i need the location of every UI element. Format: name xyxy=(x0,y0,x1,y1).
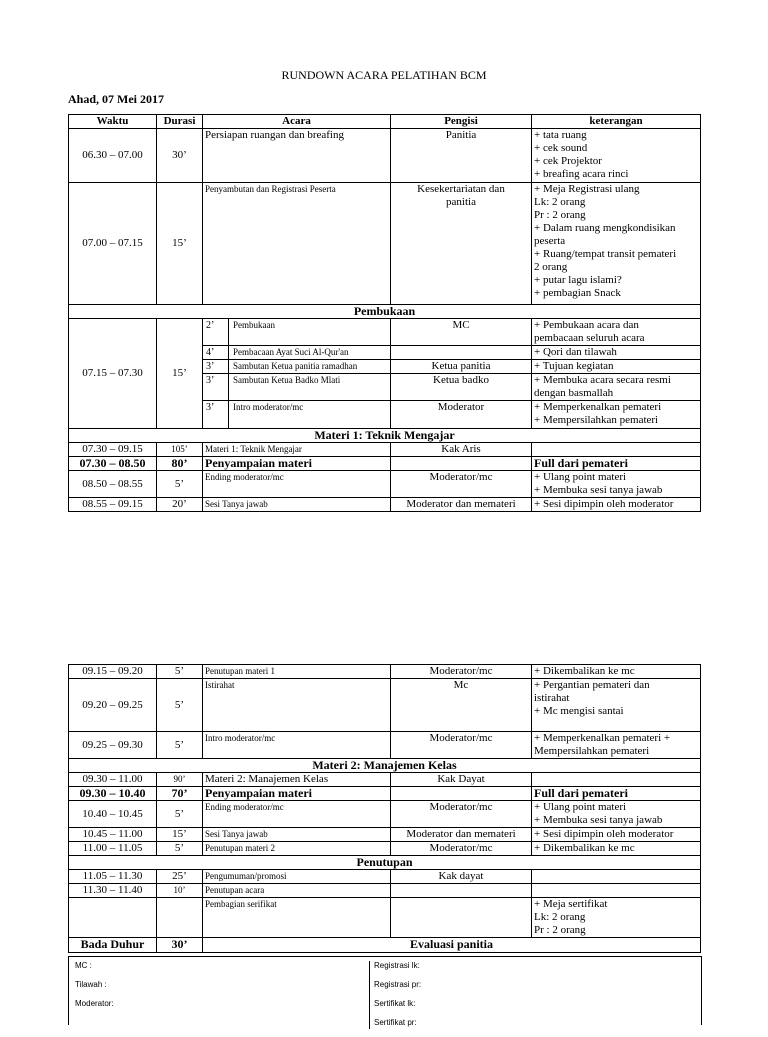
table-row xyxy=(69,801,701,828)
cell-waktu: 09.30 – 11.00 xyxy=(69,773,157,787)
cell-pengisi: Moderator dan memateri xyxy=(391,498,532,512)
cell-keterangan: Full dari pemateri xyxy=(532,457,701,471)
cell-keterangan xyxy=(532,884,701,898)
cell-durasi: 15’ xyxy=(157,319,203,429)
table-row xyxy=(69,498,701,512)
rundown-table-part1 xyxy=(68,114,701,512)
cell-waktu: 09.15 – 09.20 xyxy=(69,665,157,679)
cell-durasi: 30’ xyxy=(157,129,203,183)
header-acara: Acara xyxy=(203,115,391,129)
cell-acara: Penutupan acara xyxy=(203,884,391,898)
cell-durasi: 5’ xyxy=(157,679,203,732)
cell-durasi: 80’ xyxy=(157,457,203,471)
cell-waktu: 10.45 – 11.00 xyxy=(69,828,157,842)
cell-keterangan: + Dikembalikan ke mc xyxy=(532,842,701,856)
cell-pengisi: Kak Dayat xyxy=(391,773,532,787)
cell-waktu: 09.25 – 09.30 xyxy=(69,732,157,759)
header-waktu: Waktu xyxy=(69,115,157,129)
cell-keterangan: + Ulang point materi + Membuka sesi tanya jawab xyxy=(532,801,701,828)
table-row xyxy=(69,732,701,759)
footer-sertifikat-pr: Sertifikat pr: xyxy=(374,1018,417,1027)
cell-keterangan: Full dari pemateri xyxy=(532,787,701,801)
cell-keterangan: + Ulang point materi + Membuka sesi tanya jawab xyxy=(532,471,701,498)
section-header xyxy=(69,305,701,319)
cell-pengisi xyxy=(391,457,532,471)
cell-pengisi: Moderator/mc xyxy=(391,665,532,679)
cell-durasi: 25’ xyxy=(157,870,203,884)
cell-waktu: 07.00 – 07.15 xyxy=(69,183,157,305)
cell-keterangan: + Meja sertifikat Lk: 2 orang Pr : 2 orang xyxy=(532,898,701,938)
cell-pengisi: Kak dayat xyxy=(391,870,532,884)
cell-waktu xyxy=(69,898,157,938)
cell-acara: Penutupan materi 1 xyxy=(203,665,391,679)
cell-durasi: 20’ xyxy=(157,498,203,512)
cell-acara: Penyampaian materi xyxy=(203,457,391,471)
cell-waktu: 11.05 – 11.30 xyxy=(69,870,157,884)
cell-pengisi: Kesekertariatan dan panitia xyxy=(391,183,532,305)
cell-keterangan: + Dikembalikan ke mc xyxy=(532,665,701,679)
cell-keterangan: + Memperkenalkan pemateri + Mempersilahkan pemateri xyxy=(532,732,701,759)
cell-durasi: 10’ xyxy=(157,884,203,898)
section-materi1: Materi 1: Teknik Mengajar xyxy=(69,429,701,443)
section-penutupan: Penutupan xyxy=(69,856,701,870)
cell-acara: Materi 1: Teknik Mengajar xyxy=(203,443,391,457)
cell-acara: Pembagian serifikat xyxy=(203,898,391,938)
footer-right-list xyxy=(369,961,421,1029)
cell-acara: Persiapan ruangan dan breafing xyxy=(203,129,391,183)
table-row xyxy=(69,773,701,787)
cell-pengisi: Moderator/mc xyxy=(391,801,532,828)
cell-waktu: 09.20 – 09.25 xyxy=(69,679,157,732)
footer-sertifikat-lk: Sertifikat lk: xyxy=(374,999,416,1008)
footer-left-list xyxy=(75,961,114,1018)
cell-pengisi-sub: MC Ketua panitia Ketua badko Moderator xyxy=(391,319,532,429)
section-pembukaan: Pembukaan xyxy=(69,305,701,319)
cell-durasi: 5’ xyxy=(157,732,203,759)
header-pengisi: Pengisi xyxy=(391,115,532,129)
cell-pengisi xyxy=(391,787,532,801)
table-row xyxy=(69,870,701,884)
section-header xyxy=(69,429,701,443)
table-row xyxy=(69,471,701,498)
table-row xyxy=(69,787,701,801)
cell-keterangan xyxy=(532,773,701,787)
cell-pengisi: Panitia xyxy=(391,129,532,183)
footer-registrasi-lk: Registrasi lk: xyxy=(374,961,420,970)
cell-durasi: 5’ xyxy=(157,801,203,828)
table-header xyxy=(69,115,701,129)
cell-acara: Penyambutan dan Registrasi Peserta xyxy=(203,183,391,305)
cell-acara: Penyampaian materi xyxy=(203,787,391,801)
cell-acara: Pengumuman/promosi xyxy=(203,870,391,884)
header-durasi: Durasi xyxy=(157,115,203,129)
cell-evaluasi: Evaluasi panitia xyxy=(203,938,701,953)
cell-keterangan: + Sesi dipimpin oleh moderator xyxy=(532,498,701,512)
cell-acara: Intro moderator/mc xyxy=(203,732,391,759)
cell-acara: Materi 2: Manajemen Kelas xyxy=(203,773,391,787)
cell-waktu: 09.30 – 10.40 xyxy=(69,787,157,801)
cell-durasi: 15’ xyxy=(157,828,203,842)
cell-durasi: 105’ xyxy=(157,443,203,457)
cell-acara: Sesi Tanya jawab xyxy=(203,828,391,842)
cell-pengisi: Mc xyxy=(391,679,532,732)
cell-acara: Istirahat xyxy=(203,679,391,732)
table-row xyxy=(69,884,701,898)
footer-mc: MC : xyxy=(75,961,92,970)
section-header xyxy=(69,759,701,773)
section-materi2: Materi 2: Manajemen Kelas xyxy=(69,759,701,773)
assignment-footer xyxy=(68,956,702,1025)
cell-durasi-bada: 30’ xyxy=(157,938,203,953)
cell-durasi: 5’ xyxy=(157,842,203,856)
cell-waktu: 08.55 – 09.15 xyxy=(69,498,157,512)
cell-pengisi: Kak Aris xyxy=(391,443,532,457)
cell-keterangan: + tata ruang + cek sound + cek Projektor + breafing acara rinci xyxy=(532,129,701,183)
cell-acara: Ending moderator/mc xyxy=(203,471,391,498)
table-row xyxy=(69,457,701,471)
cell-durasi: 5’ xyxy=(157,471,203,498)
cell-waktu: 10.40 – 10.45 xyxy=(69,801,157,828)
table-row xyxy=(69,828,701,842)
cell-keterangan: + Meja Registrasi ulang Lk: 2 orang Pr : 2 orang + Dalam ruang mengkondisikan peserta + Ruang/tempat transit pemateri 2 orang + putar lagu islami? + pembagian Snack xyxy=(532,183,701,305)
table-row xyxy=(69,665,701,679)
cell-waktu: 08.50 – 08.55 xyxy=(69,471,157,498)
cell-acara-sub: 2’ Pembukaan 4’ Pembacaan Ayat Suci Al-Qur'an 3’ Sambutan Ketua panitia ramadhan 3’ Sambutan Ketua Badko Mlati 3’ Intro moderator/mc xyxy=(203,319,391,429)
cell-waktu-bada: Bada Duhur xyxy=(69,938,157,953)
cell-pengisi: Moderator/mc xyxy=(391,732,532,759)
table-row xyxy=(69,898,701,938)
rundown-table-part2 xyxy=(68,664,701,953)
footer-moderator: Moderator: xyxy=(75,999,114,1008)
footer-tilawah: Tilawah : xyxy=(75,980,107,989)
cell-durasi: 90’ xyxy=(157,773,203,787)
cell-pengisi xyxy=(391,898,532,938)
document-title: RUNDOWN ACARA PELATIHAN BCM xyxy=(281,68,487,82)
cell-pengisi: Moderator/mc xyxy=(391,842,532,856)
footer-registrasi-pr: Registrasi pr: xyxy=(374,980,422,989)
cell-waktu: 06.30 – 07.00 xyxy=(69,129,157,183)
table-row xyxy=(69,443,701,457)
section-header xyxy=(69,856,701,870)
table-row xyxy=(69,183,701,305)
cell-waktu: 07.30 – 08.50 xyxy=(69,457,157,471)
cell-acara: Ending moderator/mc xyxy=(203,801,391,828)
cell-acara: Penutupan materi 2 xyxy=(203,842,391,856)
cell-keterangan-sub: + Pembukaan acara dan pembacaan seluruh acara + Qori dan tilawah + Tujuan kegiatan + Membuka acara secara resmi dengan basmallah + Memperkenalkan pemateri + Mempersilahkan pemateri xyxy=(532,319,701,429)
cell-durasi: 15’ xyxy=(157,183,203,305)
cell-keterangan xyxy=(532,870,701,884)
cell-waktu: 11.00 – 11.05 xyxy=(69,842,157,856)
cell-pengisi: Moderator/mc xyxy=(391,471,532,498)
cell-durasi: 70’ xyxy=(157,787,203,801)
table-row xyxy=(69,319,701,429)
cell-waktu: 07.15 – 07.30 xyxy=(69,319,157,429)
cell-pengisi xyxy=(391,884,532,898)
cell-acara: Sesi Tanya jawab xyxy=(203,498,391,512)
table-row xyxy=(69,679,701,732)
cell-keterangan: + Pergantian pemateri dan istirahat + Mc mengisi santai xyxy=(532,679,701,732)
cell-pengisi: Moderator dan memateri xyxy=(391,828,532,842)
cell-durasi: 5’ xyxy=(157,665,203,679)
cell-waktu: 11.30 – 11.40 xyxy=(69,884,157,898)
event-date: Ahad, 07 Mei 2017 xyxy=(68,92,164,106)
cell-durasi xyxy=(157,898,203,938)
cell-keterangan: + Sesi dipimpin oleh moderator xyxy=(532,828,701,842)
table-row xyxy=(69,938,701,953)
table-row xyxy=(69,842,701,856)
cell-waktu: 07.30 – 09.15 xyxy=(69,443,157,457)
cell-keterangan xyxy=(532,443,701,457)
header-keterangan: keterangan xyxy=(532,115,701,129)
table-row xyxy=(69,129,701,183)
